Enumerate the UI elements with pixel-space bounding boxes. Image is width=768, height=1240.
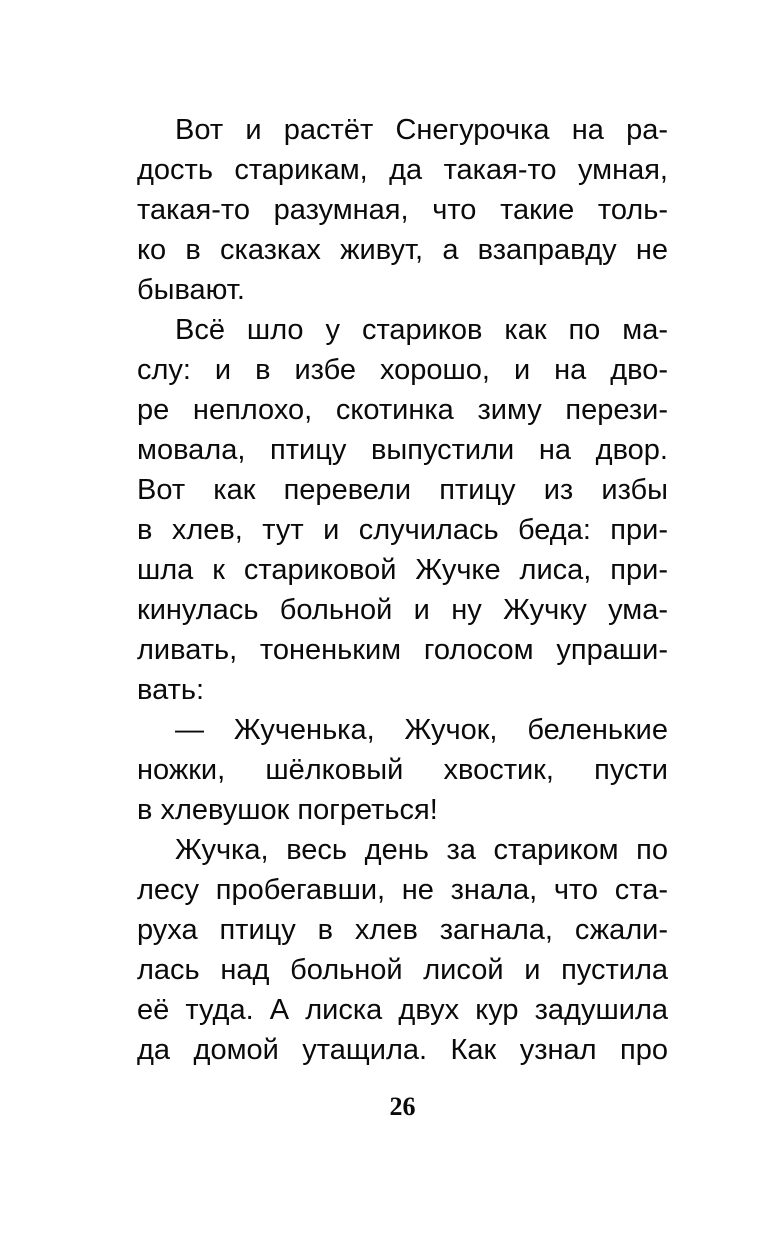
text-line: ко в сказках живут, а взаправду не [137, 234, 668, 266]
text-line: бывают. [137, 274, 245, 306]
text-line: лесу пробегавши, не знала, что ста- [137, 874, 668, 906]
text-line: Жучка, весь день за стариком по [175, 834, 668, 866]
text-line: Вот и растёт Снегурочка на ра- [175, 114, 668, 146]
text-line: кинулась больной и ну Жучку ума- [137, 594, 668, 626]
text-line: вать: [137, 674, 205, 706]
text-line: лась над больной лисой и пустила [137, 954, 668, 986]
text-line: да домой утащила. Как узнал про [137, 1034, 668, 1066]
text-line: руха птицу в хлев загнала, сжали- [137, 914, 668, 946]
text-line: ливать, тоненьким голосом упраши- [137, 634, 668, 666]
text-line: шла к стариковой Жучке лиса, при- [137, 554, 668, 586]
text-line: Всё шло у стариков как по ма- [175, 314, 668, 346]
text-line: дость старикам, да такая-то умная, [137, 154, 668, 186]
text-line: Вот как перевели птицу из избы [137, 474, 668, 506]
text-line: — Жученька, Жучок, беленькие [175, 714, 668, 746]
text-line: ре неплохо, скотинка зиму перези- [137, 394, 668, 426]
text-line: ножки, шёлковый хвостик, пусти [137, 754, 668, 786]
story-text-block [137, 110, 668, 1070]
text-line: слу: и в избе хорошо, и на дво- [137, 354, 668, 386]
text-line: в хлев, тут и случилась беда: при- [137, 514, 668, 546]
text-line: мовала, птицу выпустили на двор. [137, 434, 668, 466]
page-number: 26 [389, 1092, 416, 1121]
text-line: в хлевушок погреться! [137, 794, 438, 826]
text-line: её туда. А лиска двух кур задушила [137, 994, 668, 1026]
text-line: такая-то разумная, что такие толь- [137, 194, 668, 226]
